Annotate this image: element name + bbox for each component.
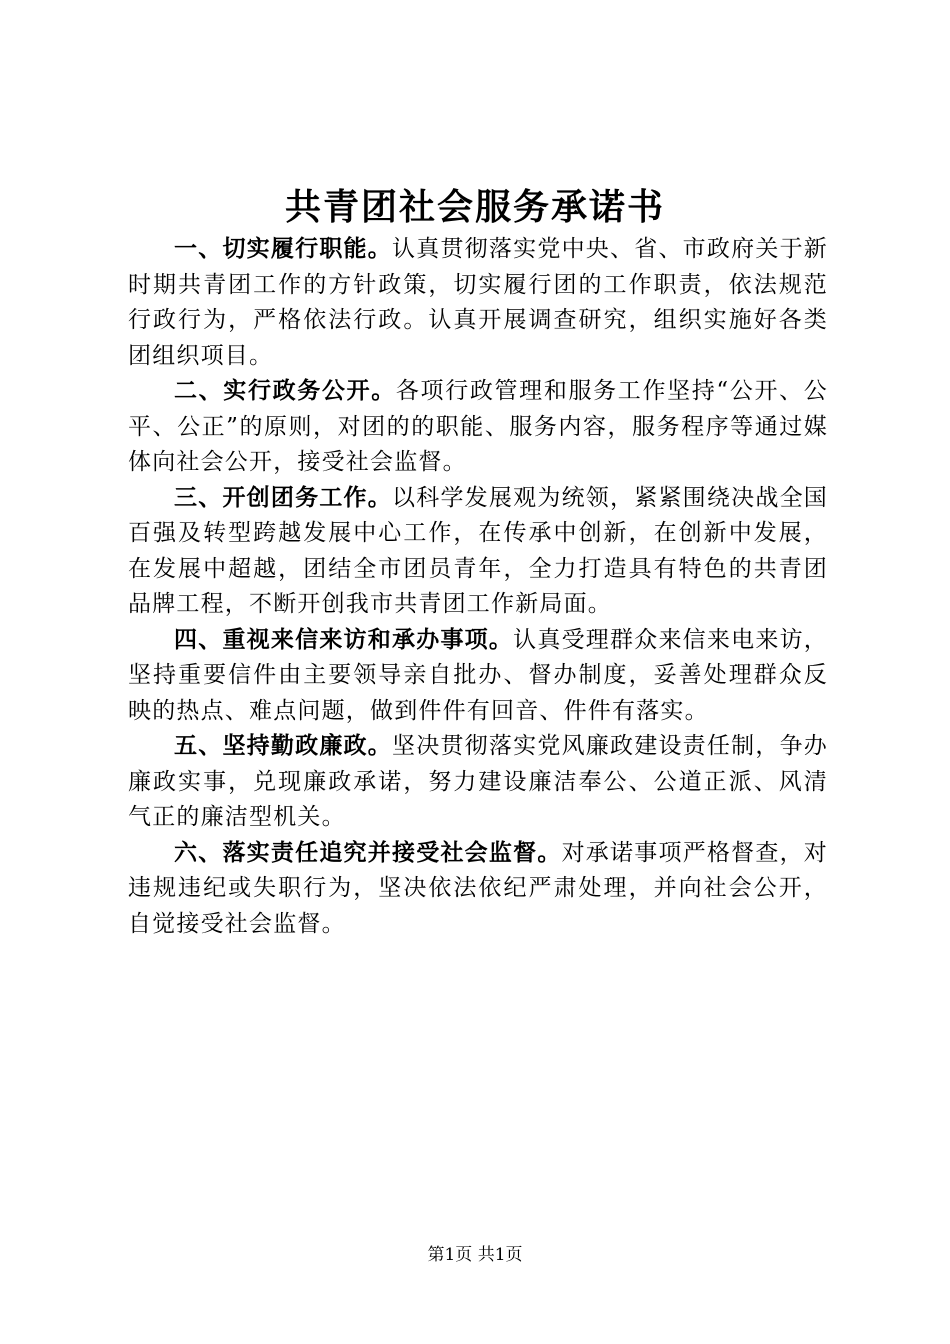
paragraph-4 [128, 623, 828, 730]
paragraph-heading: 五、坚持勤政廉政。 [174, 733, 393, 759]
paragraph-text: 认真受理群众来信来电来访，坚持重要信件由主要领导亲自批办、督办制度，妥善处理群众反映的热点、难点问题，做到件件有回音、件件有落实。 [128, 626, 828, 724]
paragraph-3 [128, 481, 828, 623]
paragraph-heading: 六、落实责任追究并接受社会监督。 [174, 839, 562, 866]
paragraph-text: 以科学发展观为统领，紧紧围绕决战全国百强及转型跨越发展中心工作，在传承中创新，在创新中发展，在发展中超越，团结全市团员青年，全力打造具有特色的共青团品牌工程，不断开创我市共青团工作新局面。 [128, 484, 828, 617]
paragraph-text: 坚决贯彻落实党风廉政建设责任制，争办廉政实事，兑现廉政承诺，努力建设廉洁奉公、公道正派、风清气正的廉洁型机关。 [128, 733, 828, 830]
paragraph-1 [128, 232, 828, 374]
paragraph-6 [128, 836, 828, 943]
page-footer: 第1页 共1页 [427, 1245, 523, 1265]
paragraph-heading: 三、开创团务工作。 [174, 484, 393, 511]
document-body [128, 232, 828, 942]
paragraph-heading: 四、重视来信来访和承办事项。 [174, 626, 514, 653]
paragraph-text: 认真贯彻落实党中央、省、市政府关于新时期共青团工作的方针政策，切实履行团的工作职责，依法规范行政行为，严格依法行政。认真开展调查研究，组织实施好各类团组织项目。 [128, 236, 828, 369]
paragraph-5 [128, 729, 828, 836]
paragraph-text: 对承诺事项严格督查，对违规违纪或失职行为，坚决依法依纪严肃处理，并向社会公开，自觉接受社会监督。 [128, 839, 829, 937]
paragraph-2 [128, 374, 828, 481]
paragraph-heading: 二、实行政务公开。 [174, 378, 396, 404]
paragraph-text: 各项行政管理和服务工作坚持“公开、公平、公正”的原则，对团的的职能、服务内容，服务程序等通过媒体向社会公开，接受社会监督。 [128, 378, 828, 475]
paragraph-heading: 一、切实履行职能。 [174, 236, 393, 262]
document-title: 共青团社会服务承诺书 [284, 187, 665, 228]
